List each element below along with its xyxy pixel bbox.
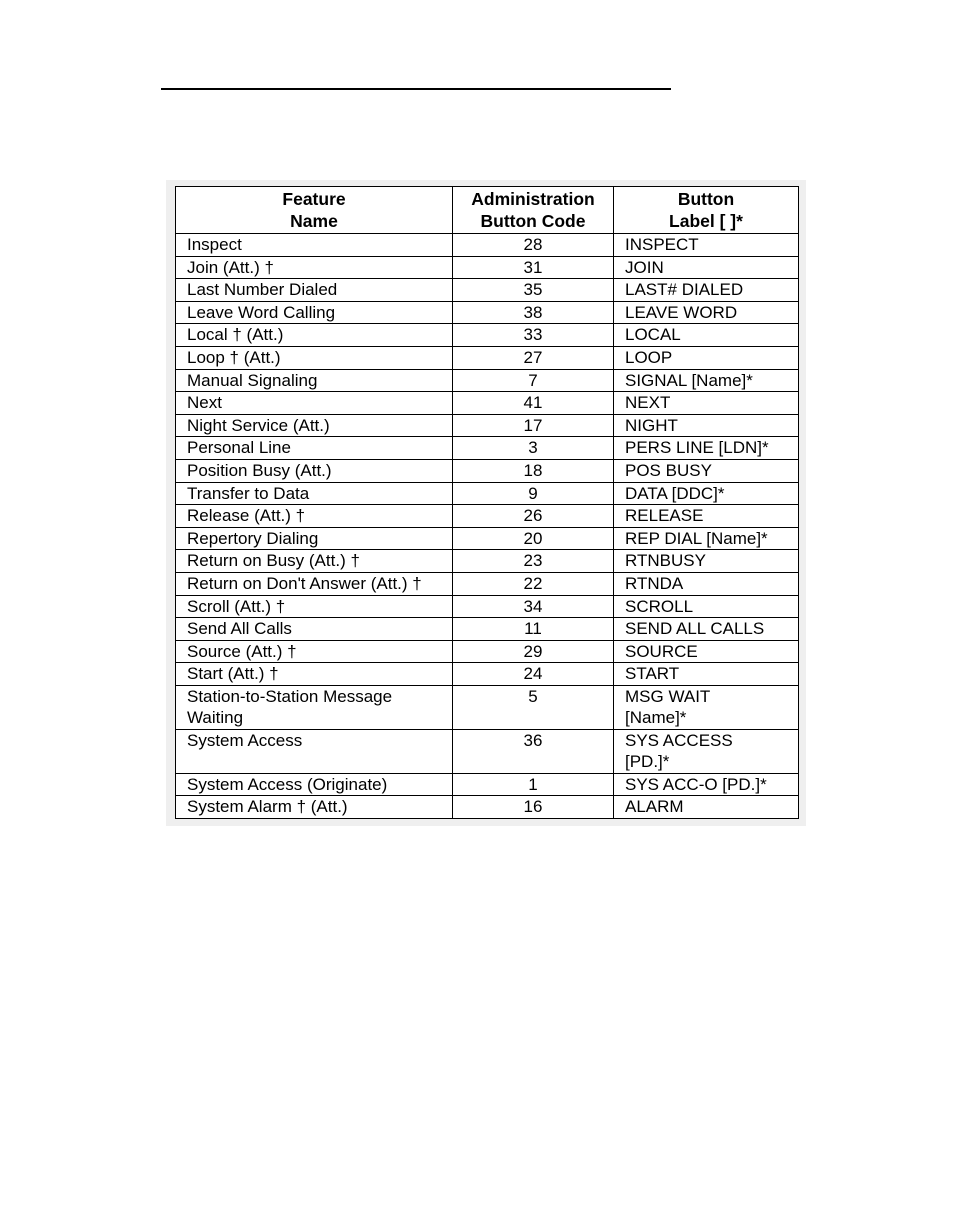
button-code-cell [453,279,614,302]
feature-name-cell [176,301,453,324]
feature-name-cell [176,773,453,796]
button-code-text: 3 [528,438,538,458]
button-label-cell [614,346,799,369]
button-label-cell [614,369,799,392]
button-label-text: SEND ALL CALLS [625,619,765,639]
button-label-cell [614,640,799,663]
button-label-text: JOIN [625,257,664,277]
feature-name-cell [176,392,453,415]
button-code-cell [453,459,614,482]
table-row [176,505,799,528]
table-row [176,234,799,257]
button-label-cell [614,414,799,437]
button-code-cell [453,773,614,796]
table-row [176,640,799,663]
table-row [176,256,799,279]
feature-name-cell [176,234,453,257]
button-code-text: 23 [523,551,543,571]
button-code-cell [453,550,614,573]
feature-name-text: Send All Calls [187,619,292,639]
header-feature-name-line2: Name [290,211,338,231]
table-row [176,437,799,460]
table-row [176,414,799,437]
feature-name-text: Personal Line [187,438,291,458]
header-button-label-line2: Label [ ]* [669,211,743,231]
header-button-code-line1: Administration [471,189,595,209]
button-code-text: 20 [523,528,543,548]
table-row [176,369,799,392]
feature-name-cell [176,595,453,618]
button-label-cell [614,459,799,482]
button-label-cell [614,773,799,796]
feature-name-text: Manual Signaling [187,370,318,390]
button-code-text: 29 [523,641,543,661]
button-label-cell [614,572,799,595]
button-label-text: SIGNAL [Name]* [625,370,753,390]
table-row [176,459,799,482]
button-label-cell [614,301,799,324]
table-row [176,685,799,729]
feature-name-text: Next [187,393,222,413]
feature-name-text: System Access (Originate) [187,774,388,794]
button-code-text: 27 [523,347,543,367]
button-code-text: 5 [528,686,538,706]
button-code-cell [453,729,614,773]
button-code-cell [453,324,614,347]
table-row [176,550,799,573]
button-code-text: 33 [523,325,543,345]
button-label-cell [614,437,799,460]
button-label-text: LOOP [625,347,673,367]
button-code-text: 35 [523,280,543,300]
table-row [176,773,799,796]
feature-name-text: Inspect [187,235,242,254]
feature-name-cell [176,369,453,392]
button-label-text: MSG WAIT [Name]* [625,686,711,727]
table-row [176,279,799,302]
feature-name-text: Source (Att.) † [187,641,297,661]
button-label-text: SYS ACCESS [PD.]* [625,730,733,771]
feature-name-cell [176,256,453,279]
table-row [176,346,799,369]
button-code-cell [453,256,614,279]
feature-name-text: Local † (Att.) [187,325,284,345]
table-row [176,618,799,641]
feature-name-cell [176,414,453,437]
button-code-cell [453,505,614,528]
button-code-text: 36 [523,730,543,750]
button-code-text: 26 [523,506,543,526]
feature-name-cell [176,482,453,505]
feature-name-cell [176,550,453,573]
button-label-cell [614,505,799,528]
table-row [176,796,799,819]
feature-name-text: System Alarm † (Att.) [187,797,348,817]
button-label-cell [614,482,799,505]
button-code-cell [453,796,614,819]
feature-name-text: Position Busy (Att.) [187,460,332,480]
button-code-cell [453,640,614,663]
feature-name-text: Release (Att.) † [187,506,306,526]
button-label-text: START [625,664,680,684]
feature-name-cell [176,663,453,686]
table-row [176,663,799,686]
button-code-text: 41 [523,393,543,413]
feature-name-text: Station-to-Station Message Waiting [187,686,393,727]
header-button-code-line2: Button Code [480,211,586,231]
header-feature-name-line1: Feature [282,189,346,209]
button-code-cell [453,437,614,460]
button-label-cell [614,392,799,415]
button-code-cell [453,595,614,618]
button-code-text: 34 [523,596,543,616]
button-label-text: SCROLL [625,596,694,616]
feature-name-text: Repertory Dialing [187,528,319,548]
feature-name-cell [176,685,453,729]
feature-name-text: System Access [187,730,303,750]
button-label-text: DATA [DDC]* [625,483,725,503]
table-header-row [176,187,799,234]
button-label-text: LOCAL [625,325,681,345]
header-button-label-line1: Button [677,189,735,209]
button-code-cell [453,346,614,369]
table-row [176,572,799,595]
button-label-text: NIGHT [625,415,678,435]
button-code-cell [453,572,614,595]
button-code-cell [453,369,614,392]
button-label-cell [614,663,799,686]
button-code-cell [453,234,614,257]
button-code-text: 18 [523,460,543,480]
feature-name-text: Night Service (Att.) [187,415,330,435]
button-label-cell [614,618,799,641]
feature-name-text: Return on Don't Answer (Att.) † [187,573,422,593]
button-code-text: 9 [528,483,538,503]
button-label-text: SOURCE [625,641,698,661]
feature-name-cell [176,572,453,595]
button-code-text: 24 [523,664,543,684]
button-label-cell [614,527,799,550]
feature-name-cell [176,279,453,302]
feature-name-cell [176,618,453,641]
feature-name-text: Return on Busy (Att.) † [187,551,360,571]
button-label-text: ALARM [625,797,684,817]
button-label-cell [614,729,799,773]
feature-name-cell [176,505,453,528]
button-code-cell [453,414,614,437]
button-code-cell [453,685,614,729]
header-button-label [614,187,799,234]
feature-name-cell [176,640,453,663]
feature-name-text: Start (Att.) † [187,664,279,684]
button-label-text: REP DIAL [Name]* [625,528,768,548]
table-row [176,729,799,773]
feature-name-text: Scroll (Att.) † [187,596,286,616]
table-row [176,301,799,324]
feature-name-cell [176,527,453,550]
button-code-text: 28 [523,235,543,254]
button-label-cell [614,796,799,819]
button-code-text: 11 [524,619,542,639]
button-label-cell [614,279,799,302]
button-code-text: 22 [523,573,543,593]
button-label-text: PERS LINE [LDN]* [625,438,769,458]
button-label-text: RELEASE [625,506,704,526]
feature-name-text: Transfer to Data [187,483,310,503]
button-code-cell [453,392,614,415]
button-label-text: RTNDA [625,573,684,593]
button-label-text: LEAVE WORD [625,302,738,322]
button-label-text: RTNBUSY [625,551,706,571]
feature-name-text: Loop † (Att.) [187,347,281,367]
button-label-text: LAST# DIALED [625,280,744,300]
header-feature-name [176,187,453,234]
feature-name-text: Join (Att.) † [187,257,274,277]
feature-name-cell [176,346,453,369]
table-row [176,527,799,550]
button-code-text: 16 [523,797,543,817]
feature-name-cell [176,796,453,819]
button-code-cell [453,301,614,324]
feature-name-cell [176,729,453,773]
button-code-text: 38 [523,302,543,322]
table-row [176,324,799,347]
button-code-cell [453,618,614,641]
header-rule [161,88,671,90]
button-code-cell [453,482,614,505]
feature-name-cell [176,437,453,460]
feature-name-text: Last Number Dialed [187,280,338,300]
feature-button-table [175,186,799,819]
feature-name-cell [176,459,453,482]
button-label-text: POS BUSY [625,460,712,480]
feature-name-cell [176,324,453,347]
table-row [176,595,799,618]
table-body [176,234,799,819]
button-label-text: SYS ACC-O [PD.]* [625,774,767,794]
button-code-text: 7 [528,370,538,390]
feature-name-text: Leave Word Calling [187,302,336,322]
button-label-cell [614,324,799,347]
button-label-cell [614,595,799,618]
button-code-text: 1 [528,774,538,794]
button-label-text: INSPECT [625,235,699,254]
button-label-cell [614,550,799,573]
button-code-cell [453,527,614,550]
header-button-code [453,187,614,234]
button-label-cell [614,234,799,257]
button-label-cell [614,685,799,729]
table-row [176,482,799,505]
button-label-cell [614,256,799,279]
button-code-cell [453,663,614,686]
button-code-text: 17 [523,415,543,435]
table-row [176,392,799,415]
button-code-text: 31 [523,257,543,277]
button-label-text: NEXT [625,393,671,413]
